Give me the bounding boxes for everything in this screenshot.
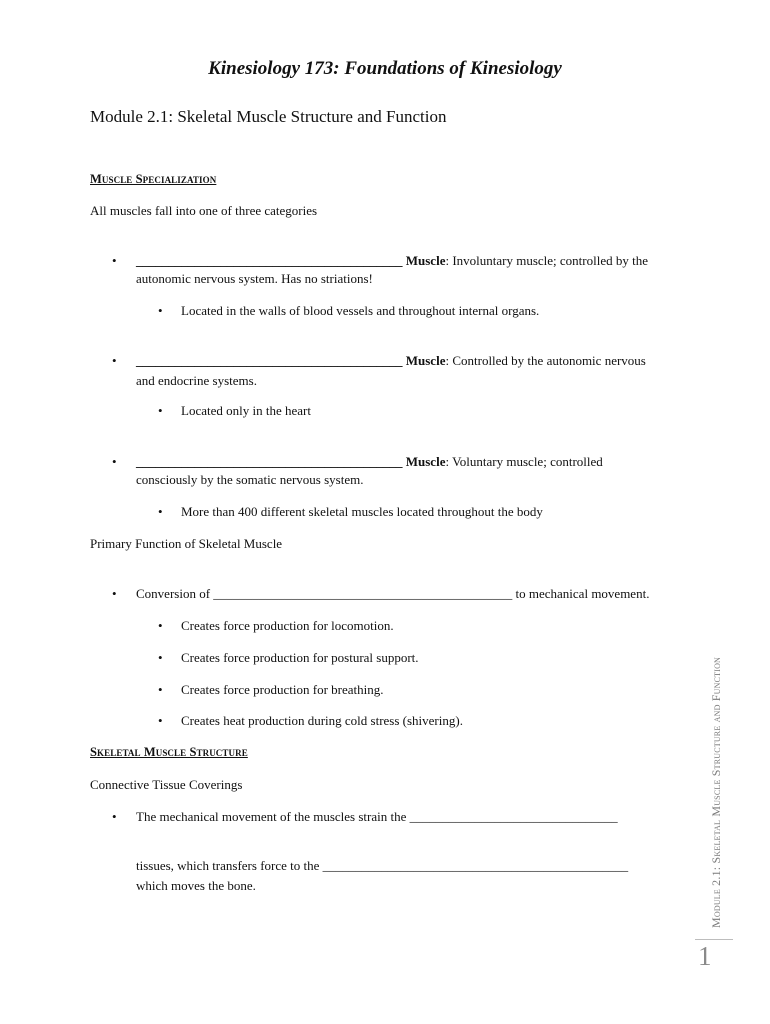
fill-in-blank: _________________________________________: [136, 353, 403, 368]
muscle-description: : Controlled by the autonomic nervous: [445, 353, 646, 368]
sub-bullet-text: Located in the walls of blood vessels and throughout internal organs.: [181, 303, 540, 318]
muscle-term: Muscle: [405, 253, 446, 268]
fill-in-blank: _________________________________________: [136, 253, 403, 268]
muscle-term: Muscle: [405, 454, 446, 469]
document-title: Kinesiology 173: Foundations of Kinesiology: [208, 58, 562, 79]
fill-in-blank: _________________________________________: [136, 454, 403, 469]
function-bullet-text: Conversion of ______________________________________________ to mechanical movement.: [136, 586, 650, 601]
muscle-term: Muscle: [405, 353, 446, 368]
muscle-description-cont: autonomic nervous system. Has no striations!: [136, 271, 373, 286]
bullet-icon: •: [112, 253, 117, 268]
muscle-description-cont: consciously by the somatic nervous system.: [136, 472, 364, 487]
muscle-type-item-smooth: [136, 253, 648, 269]
function-sub-text: Creates force production for breathing.: [181, 682, 384, 697]
muscle-type-item-skeletal: [136, 454, 603, 470]
bullet-icon: •: [158, 682, 163, 697]
connective-tissue-text-line1: The mechanical movement of the muscles strain the ________________________________: [136, 809, 618, 824]
subheading-connective-tissue: Connective Tissue Coverings: [90, 777, 243, 792]
connective-tissue-text-line2: tissues, which transfers force to the _______________________________________________: [136, 858, 629, 873]
muscle-type-item-cardiac: [136, 353, 646, 369]
page-number: 1: [698, 941, 712, 971]
muscle-description-cont: and endocrine systems.: [136, 373, 257, 388]
bullet-icon: •: [112, 454, 117, 469]
bullet-icon: •: [158, 504, 163, 519]
bullet-icon: •: [158, 618, 163, 633]
section-heading-skeletal-muscle-structure: Skeletal Muscle Structure: [90, 745, 248, 759]
bullet-icon: •: [158, 713, 163, 728]
function-sub-text: Creates force production for postural support.: [181, 650, 419, 665]
bullet-icon: •: [158, 650, 163, 665]
function-sub-text: Creates force production for locomotion.: [181, 618, 394, 633]
bullet-icon: •: [158, 403, 163, 418]
page-number-divider: [695, 939, 733, 940]
function-heading: Primary Function of Skeletal Muscle: [90, 536, 283, 551]
muscle-description: : Involuntary muscle; controlled by the: [445, 253, 649, 268]
intro-text: All muscles fall into one of three categories: [90, 203, 318, 218]
function-sub-text: Creates heat production during cold stress (shivering).: [181, 713, 463, 728]
sub-bullet-text: More than 400 different skeletal muscles located throughout the body: [181, 504, 543, 519]
bullet-icon: •: [112, 809, 117, 824]
section-heading-muscle-specialization: Muscle Specialization: [90, 172, 217, 186]
bullet-icon: •: [112, 586, 117, 601]
connective-tissue-text-line3: which moves the bone.: [136, 878, 256, 893]
running-header-vertical: Module 2.1: Skeletal Muscle Structure and Function: [709, 656, 723, 928]
bullet-icon: •: [112, 353, 117, 368]
module-title: Module 2.1: Skeletal Muscle Structure and Function: [90, 107, 447, 126]
muscle-description: : Voluntary muscle; controlled: [445, 454, 603, 469]
bullet-icon: •: [158, 303, 163, 318]
sub-bullet-text: Located only in the heart: [181, 403, 311, 418]
